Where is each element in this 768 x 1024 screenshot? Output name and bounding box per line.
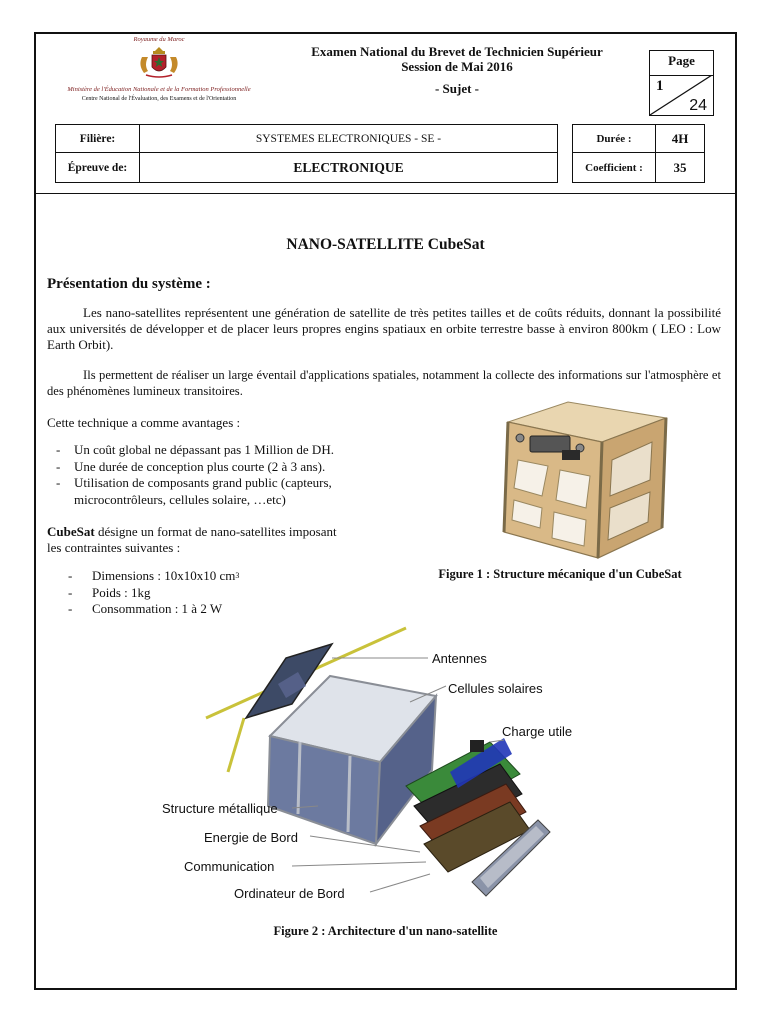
subject-label: - Sujet - <box>434 81 480 96</box>
duree-value: 4H <box>656 125 705 153</box>
filiere-label: Filière: <box>56 125 140 153</box>
duree-label: Durée : <box>573 125 656 153</box>
label-energie: Energie de Bord <box>204 830 298 845</box>
epreuve-value: ELECTRONIQUE <box>140 153 558 183</box>
label-communication: Communication <box>184 859 275 874</box>
paragraph-2-text: Ils permettent de réaliser un large éventail d'applications spatiales, notamment la collecte des informations sur l'atmosphère et des phénomènes lumineux transitoires. <box>47 368 721 398</box>
centre-label: Centre National de l'Évaluation, des Examens et de l'Orientation <box>81 96 237 102</box>
list-item: - Un coût global ne dépassant pas 1 Million de DH. <box>56 442 334 457</box>
nanosatellite-architecture-diagram <box>150 622 590 914</box>
ministry-label: Ministère de l'Éducation Nationale et de la Formation Professionnelle <box>67 86 251 93</box>
label-antennes: Antennes <box>432 651 487 666</box>
header-divider <box>36 193 735 194</box>
exam-header <box>262 44 652 96</box>
label-charge: Charge utile <box>502 724 573 739</box>
label-cellules: Cellules solaires <box>448 681 543 696</box>
cubesat-structure-image <box>490 400 680 562</box>
list-item: - Une durée de conception plus courte (2 à 3 ans). <box>56 458 326 474</box>
figure-2-caption: Figure 2 : Architecture d'un nano-satellite <box>273 924 498 938</box>
page-total: 24 <box>689 97 707 114</box>
duration-table <box>572 124 705 183</box>
page-label: Page <box>668 53 695 68</box>
exam-info-table <box>55 124 558 183</box>
label-structure: Structure métallique <box>162 801 278 816</box>
figure-1-caption: Figure 1 : Structure mécanique d'un CubeSat <box>438 567 682 581</box>
kingdom-label: Royaume du Maroc <box>133 36 185 43</box>
coat-of-arms-icon <box>134 45 184 79</box>
list-item: - Dimensions : 10x10x10 cm 3 <box>68 568 240 583</box>
list-item: - Poids : 1kg <box>68 584 151 600</box>
section-heading: Présentation du système : <box>47 276 211 292</box>
paragraph-2 <box>47 367 721 399</box>
paragraph-1 <box>47 305 721 353</box>
cubesat-definition: CubeSat désigne un format de nano-satellites imposant les contraintes suivantes : <box>47 524 337 555</box>
paragraph-1-text: Les nano-satellites représentent une génération de satellite de très petites tailles et de coûts réduits, donnant la possibilité aux universités de développer et de placer leurs propres engins spatiaux en orbite terrestre basse à environ 800km ( LEO : Low Earth Orbit). <box>47 305 721 352</box>
institution-block <box>44 36 274 110</box>
page-current: 1 <box>656 78 664 94</box>
cubesat-term: CubeSat <box>47 524 95 539</box>
constraints-list <box>68 568 368 618</box>
page-number-box <box>649 50 714 116</box>
advantages-intro: Cette technique a comme avantages : <box>47 415 241 430</box>
exam-title: Examen National du Brevet de Technicien Supérieur <box>311 44 603 59</box>
coef-label: Coefficient : <box>573 153 656 183</box>
label-ordinateur: Ordinateur de Bord <box>234 886 345 901</box>
list-item: - Utilisation de composants grand public (capteurs, microcontrôleurs, cellules solaire, …etc) <box>56 475 332 507</box>
filiere-value: SYSTEMES ELECTRONIQUES - SE - <box>140 125 558 153</box>
coef-value: 35 <box>656 153 705 183</box>
advantages-list <box>56 442 386 508</box>
document-title: NANO-SATELLITE CubeSat <box>286 236 485 253</box>
list-item: - Consommation : 1 à 2 W <box>68 601 223 616</box>
exam-session: Session de Mai 2016 <box>401 59 513 74</box>
epreuve-label: Épreuve de: <box>56 153 140 183</box>
